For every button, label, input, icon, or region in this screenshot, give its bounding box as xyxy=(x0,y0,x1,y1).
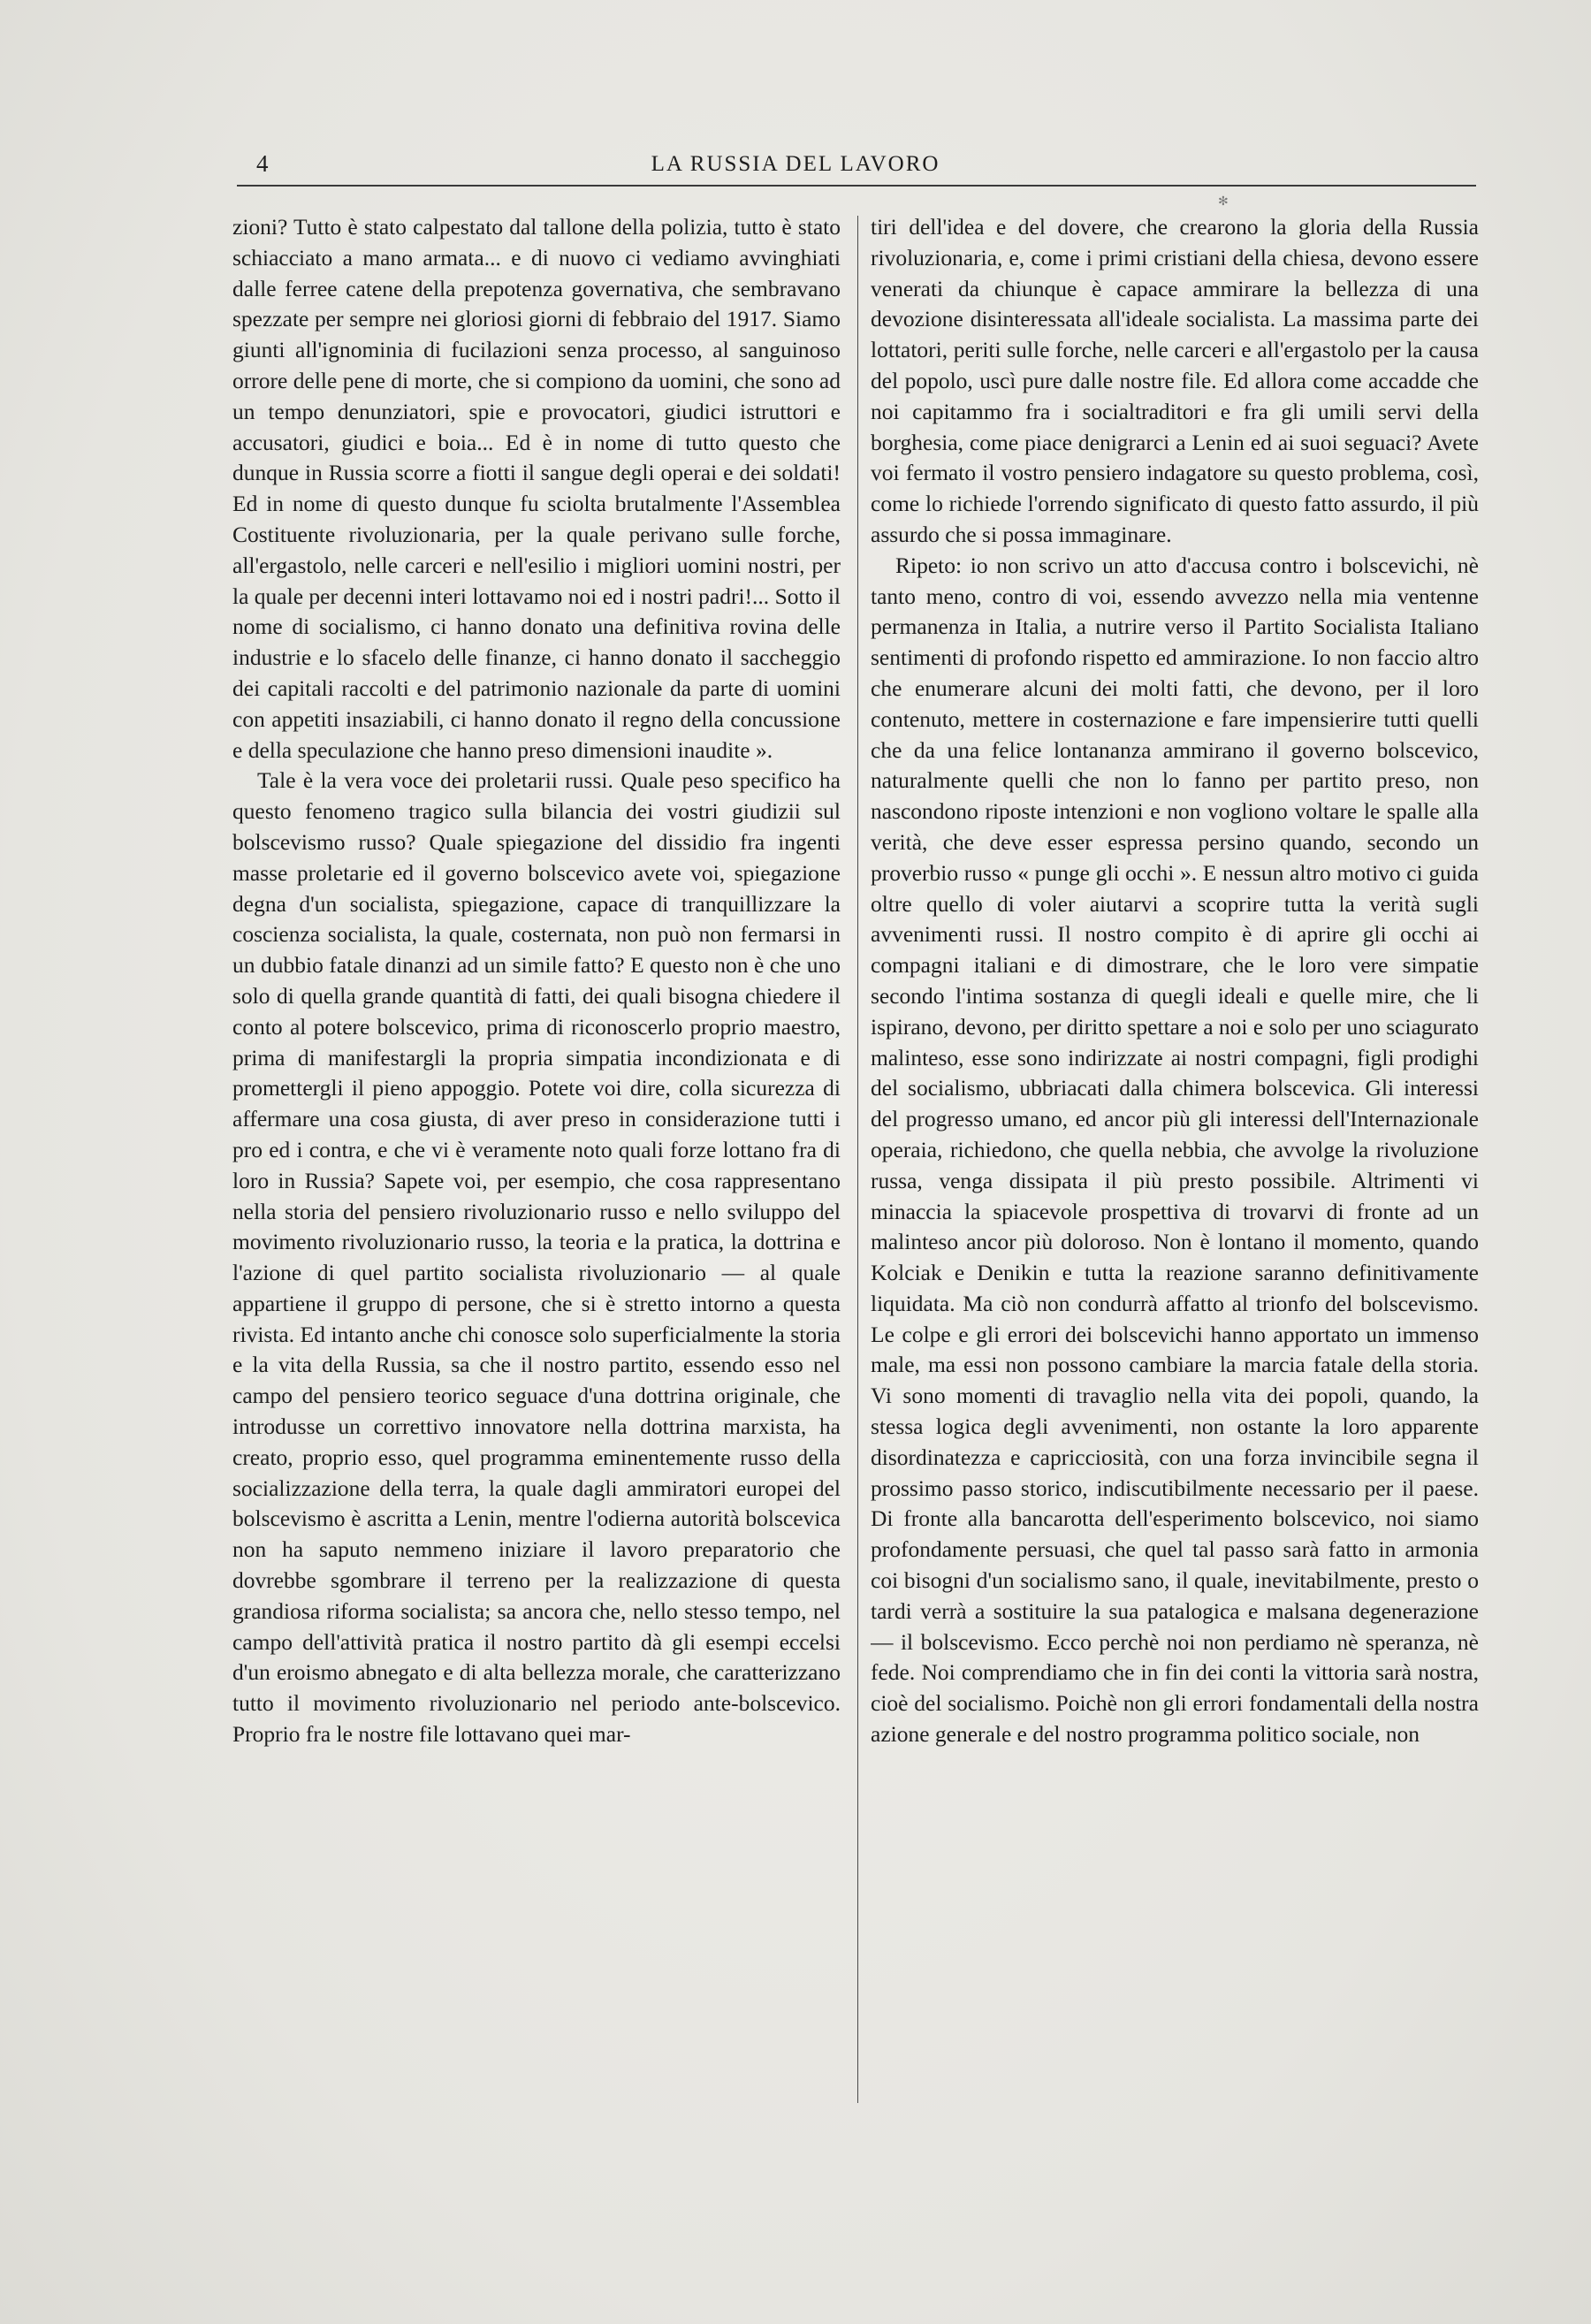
left-paragraph-2: Tale è la vera voce dei proletarii russi. Quale peso specifico ha questo fenomeno tragico sulla bilancia dei vostri giudizii sul bolscevismo russo? Quale spiegazione del dissidio fra ingenti masse proletarie ed il governo bolscevico avete voi, spiegazione degna d'un socialista, spiegazione, capace di tranquillizzare la coscienza socialista, la quale, costernata, non può non fermarsi in un dubbio fatale dinanzi ad un simile fatto? E questo non è che uno solo di quella grande quantità di fatti, dei quali bisogna chiedere il conto al potere bolscevico, prima di riconoscerlo proprio maestro, prima di manifestargli la propria simpatia incondizionata e di promettergli il pieno appoggio. Potete voi dire, colla sicurezza di affermare una cosa giusta, di aver preso in considerazione tutti i pro ed i contra, e che vi è veramente noto quali forze lottano fra di loro in Russia? Sapete voi, per esempio, che cosa rappresentano nella storia del pensiero rivoluzionario russo e nello sviluppo del movimento rivoluzionario russo, la teoria e la pratica, la dottrina e l'azione di quel partito socialista rivoluzionario — al quale appartiene il gruppo di persone, che si è stretto intorno a questa rivista. Ed intanto anche chi conosce solo superficialmente la storia e la vita della Russia, sa che il nostro partito, essendo esso nel campo del pensiero teorico seguace d'una dottrina originale, che introdusse un correttivo innovatore nella dottrina marxista, ha creato, proprio esso, quel programma eminentemente russo della socializzazione della terra, la quale dagli ammiratori europei del bolscevismo è ascritta a Lenin, mentre l'odierna autorità bolscevica non ha saputo nemmeno iniziare il lavoro preparatorio che dovrebbe sgombrare il terreno per la realizzazione di questa grandiosa riforma socialista; sa ancora che, nello stesso tempo, nel campo dell'attività pratica il nostro partito dà gli esempi eccelsi d'un eroismo abnegato e di alta bellezza morale, che caratterizzano tutto il movimento rivoluzionario nel periodo ante-bolscevico. Proprio fra le nostre file lottavano quei mar- xyxy=(232,767,841,1748)
right-paragraph-1: tiri dell'idea e del dovere, che crearono la gloria della Russia rivoluzionaria, e, come i primi cristiani della chiesa, devono essere venerati da chiunque è capace ammirare la bellezza di una devozione disinteressata all'ideale socialista. La massima parte dei lottatori, periti sulle forche, nelle carceri e all'ergastolo per la causa del popolo, uscì pure dalle nostre file. Ed allora come accadde che noi capitammo fra i socialtraditori e fra gli umili servi della borghesia, come piace denigrarci a Lenin ed ai suoi seguaci? Avete voi fermato il vostro pensiero indagatore su questo problema, così, come lo richiede l'orrendo significato di questo fatto assurdo, il più assurdo che si possa immaginare. xyxy=(871,214,1479,547)
running-title: LA RUSSIA DEL LAVORO xyxy=(651,152,940,176)
left-paragraph-1: zioni? Tutto è stato calpestato dal tallone della polizia, tutto è stato schiacciato a mano armata... e di nuovo ci vediamo avvinghiati dalle ferree catene della prepotenza governativa, che sembravano spezzate per sempre nei gloriosi giorni di febbraio del 1917. Siamo giunti all'ignominia di fucilazioni senza processo, al sanguinoso orrore delle pene di morte, che si compiono da uomini, che sono ad un tempo denunziatori, spie e provocatori, giudici istruttori e accusatori, giudici e boia... Ed è in nome di tutto questo che dunque in Russia scorre a fiotti il sangue degli operai e dei soldati! Ed in nome di questo dunque fu sciolta brutalmente l'Assemblea Costituente rivoluzionaria, per la quale perivano sulle forche, all'ergastolo, nelle carceri e nell'esilio i migliori uomini nostri, per la quale per decenni interi lottavamo noi ed i nostri padri!... Sotto il nome di socialismo, ci hanno donato una definitiva rovina delle industrie e lo sfacelo delle finanze, ci hanno donato il saccheggio dei capitali raccolti e del patrimonio nazionale da parte di uomini con appetiti insaziabili, ci hanno donato il regno della concussione e della speculazione che hanno preso dimensioni inaudite ». xyxy=(232,214,841,763)
header-rule xyxy=(237,185,1476,187)
right-paragraph-2: Ripeto: io non scrivo un atto d'accusa contro i bolscevichi, nè tanto meno, contro di voi, essendo avvezzo nella mia ventenne permanenza in Italia, a nutrire verso il Partito Socialista Italiano sentimenti di profondo rispetto ed ammirazione. Io non faccio altro che enumerare alcuni dei molti fatti, che devono, per il loro contenuto, mettere in costernazione e fare impensierire tutti quelli che da una felice lontananza ammirano il governo bolscevico, naturalmente quelli che non lo fanno per partito preso, non nascondono riposte intenzioni e non vogliono voltare le spalle alla verità, che deve esser espressa persino quando, secondo un proverbio russo « punge gli occhi ». E nessun altro motivo ci guida oltre quello di voler aiutarvi a scoprire tutta la verità sugli avvenimenti russi. Il nostro compito è di aprire gli occhi ai compagni italiani e di dimostrare, che le loro vere simpatie secondo l'intima sostanza di quegli ideali e quelle mire, che li ispirano, devono, per diritto spettare a noi e solo per uno sciagurato malinteso, esse sono indirizzate ai nostri compagni, figli prodighi del socialismo, ubbriacati dalla chimera bolscevica. Gli interessi del progresso umano, ed ancor più gli interessi dell'Internazionale operaia, richiedono, che quella nebbia, che avvolge la rivoluzione russa, venga dissipata il più presto possibile. Altrimenti vi minaccia la spiacevole prospettiva di trovarvi di fronte ad un malinteso ancor più doloroso. Non è lontano il momento, quando Kolciak e Denikin e tutta la reazione saranno definitivamente liquidata. Ma ciò non condurrà affatto al trionfo del bolscevismo. Le colpe e gli errori dei bolscevichi hanno apportato un immenso male, ma essi non possono cambiare la marcia fatale della storia. Vi sono momenti di travaglio nella vita dei popoli, quando, la stessa logica degli avvenimenti, non ostante la loro apparente disordinatezza e capricciosità, con una forza invincibile segna il prossimo passo storico, indiscutibilmente necessario per il paese. Di fronte alla bancarotta dell'esperimento bolscevico, noi siamo profondamente persuasi, che quel tal passo sarà fatto in armonia coi bisogni d'un socialismo sano, il quale, inevitabilmente, presto o tardi verrà a sostituire la sua patalogica e malsana degenerazione — il bolscevismo. Ecco perchè noi non perdiamo nè speranza, nè fede. Noi comprendiamo che in fin dei conti la vittoria sarà nostra, cioè del socialismo. Poichè non gli errori fondamentali della nostra azione generale e del nostro programma politico sociale, non xyxy=(871,552,1479,1748)
column-divider xyxy=(857,216,858,2103)
right-column xyxy=(871,212,1479,2113)
ornament-mark: ✻ xyxy=(1218,194,1229,209)
page-number: 4 xyxy=(256,150,269,177)
left-column xyxy=(232,212,841,2113)
